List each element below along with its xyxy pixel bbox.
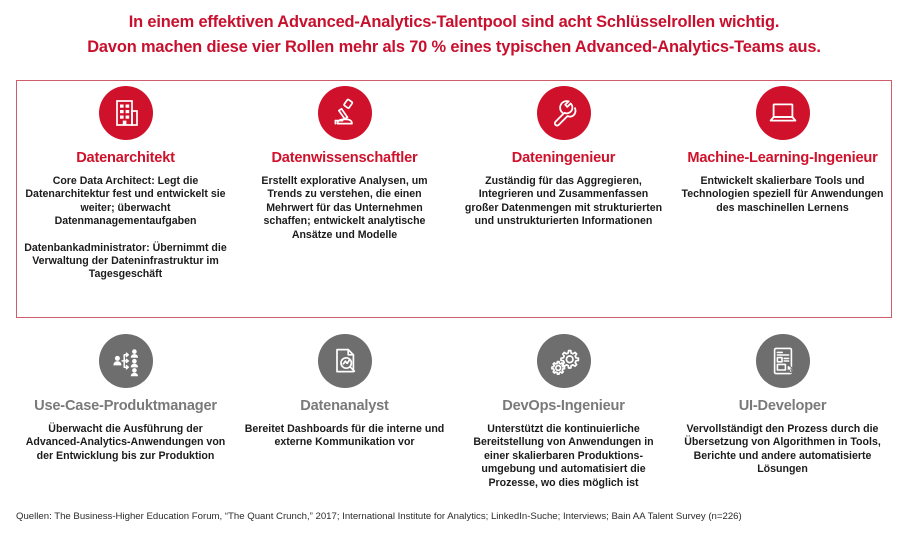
wrench-icon bbox=[537, 86, 591, 140]
gears-icon bbox=[537, 334, 591, 388]
role-desc-lead-2: Datenbankadministrator: bbox=[24, 241, 150, 254]
role-description bbox=[24, 175, 227, 282]
bottom-roles-row bbox=[16, 334, 892, 490]
role-description bbox=[681, 423, 884, 477]
role-description bbox=[681, 175, 884, 215]
document-search-icon bbox=[318, 334, 372, 388]
role-desc-paragraph-1 bbox=[24, 423, 227, 463]
role-desc-paragraph-1 bbox=[462, 423, 665, 490]
role-card-datenwissenschaftler bbox=[235, 86, 454, 282]
role-desc-lead: Core Data Architect: bbox=[52, 175, 155, 187]
microscope-icon bbox=[318, 86, 372, 140]
title-line-2: Davon machen diese vier Rollen mehr als 70 % eines typischen Advanced-Analytics-Teams aus. bbox=[87, 38, 821, 56]
laptop-icon bbox=[756, 86, 810, 140]
team-flow-icon bbox=[99, 334, 153, 388]
role-desc-text: Erstellt explorative Analysen, um Trends zu verstehen, die einen Mehrwert für das Unternehmen schaffen; entwickelt analytische Ansätze und Modelle bbox=[261, 175, 428, 241]
role-desc-text: Bereitet Dashboards für die interne und externe Kommunikation vor bbox=[244, 423, 445, 449]
role-desc-text: Vervollständigt den Prozess durch die Übersetzung von Algorithmen in Tools, Berichte und andere automatisierte Lösungen bbox=[684, 423, 881, 476]
office-building-icon bbox=[99, 86, 153, 140]
role-card-datenanalyst bbox=[235, 334, 454, 490]
role-card-use-case-produktmanager bbox=[16, 334, 235, 490]
role-description bbox=[462, 423, 665, 490]
ui-wireframe-cursor-icon bbox=[756, 334, 810, 388]
role-desc-paragraph-1 bbox=[681, 175, 884, 215]
role-desc-paragraph-1 bbox=[243, 423, 446, 450]
role-title: Datenarchitekt bbox=[76, 150, 175, 166]
role-card-ui-developer bbox=[673, 334, 892, 490]
role-title: DevOps-Ingenieur bbox=[502, 398, 625, 414]
role-desc-text: Unterstützt die kontinuierliche Bereitstellung von Anwendungen in einer skalierbaren Produktions-umgebung und automatisiert die Prozesse, wo dies möglich ist bbox=[473, 423, 654, 489]
role-title: Dateningenieur bbox=[511, 150, 616, 166]
role-desc-paragraph-1 bbox=[24, 175, 227, 229]
role-desc-text-2: Übernimmt die Verwaltung der Dateninfrastruktur im Tagesgeschäft bbox=[32, 241, 227, 281]
role-description bbox=[243, 175, 446, 242]
role-description bbox=[24, 423, 227, 463]
title-line-1: In einem effektiven Advanced-Analytics-Talentpool sind acht Schlüsselrollen wichtig. bbox=[128, 13, 780, 31]
role-desc-text: Legt die Datenarchitektur fest und entwickelt sie weiter; überwacht Datenmanagementaufgaben bbox=[25, 175, 226, 228]
role-title: UI-Developer bbox=[738, 398, 827, 414]
role-card-machine-learning-ingenieur bbox=[673, 86, 892, 282]
role-title: Datenwissenschaftler bbox=[271, 150, 418, 166]
role-title: Datenanalyst bbox=[300, 398, 389, 414]
source-footnote: Quellen: The Business-Higher Education Forum, “The Quant Crunch,” 2017; International Institute for Analytics; LinkedIn-Suche; Interviews; Bain AA Talent Survey (n=226) bbox=[16, 511, 742, 522]
top-roles-row bbox=[16, 86, 892, 282]
role-description bbox=[243, 423, 446, 450]
role-title: Machine-Learning-Ingenieur bbox=[687, 150, 878, 166]
role-desc-paragraph-1 bbox=[243, 175, 446, 242]
role-desc-text: Überwacht die Ausführung der Advanced-Analytics-Anwendungen von der Entwicklung bis zur Produktion bbox=[25, 423, 226, 462]
role-desc-paragraph-1 bbox=[462, 175, 665, 229]
role-card-datenarchitekt bbox=[16, 86, 235, 282]
role-desc-text: Zuständig für das Aggregieren, Integrieren und Zusammenfassen großer Datenmengen mit strukturierten und unstrukturierten Informationen bbox=[464, 175, 663, 228]
role-desc-paragraph-2 bbox=[24, 242, 227, 282]
role-card-dateningenieur bbox=[454, 86, 673, 282]
role-desc-text: Entwickelt skalierbare Tools und Technologien speziell für Anwendungen des maschinellen Lernens bbox=[681, 175, 884, 214]
page-title bbox=[0, 10, 908, 60]
role-description bbox=[462, 175, 665, 229]
role-title: Use-Case-Produktmanager bbox=[34, 398, 217, 414]
role-desc-paragraph-1 bbox=[681, 423, 884, 477]
role-card-devops-ingenieur bbox=[454, 334, 673, 490]
